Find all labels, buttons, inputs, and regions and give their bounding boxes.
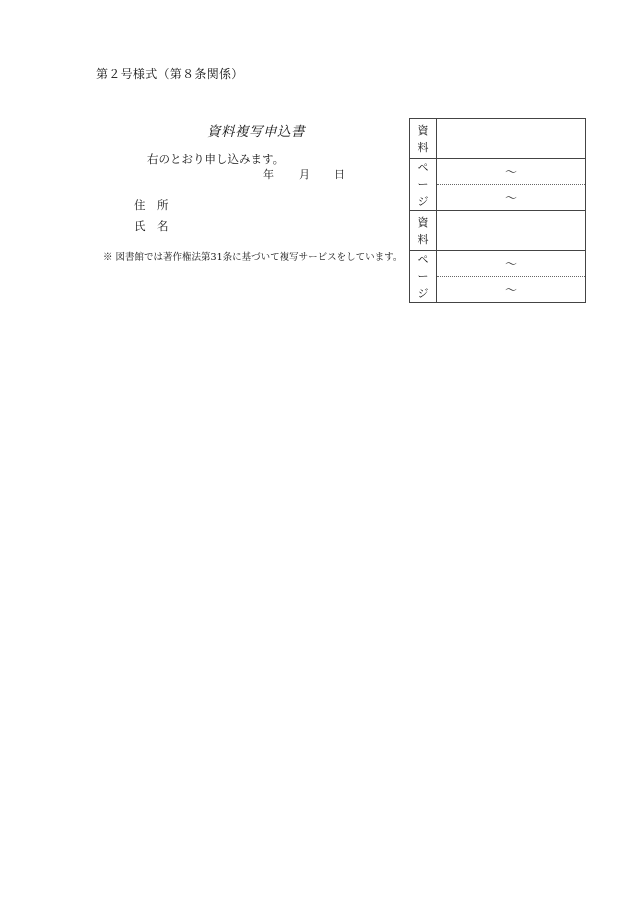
- material-field[interactable]: [437, 211, 586, 251]
- pages-label: [410, 251, 437, 303]
- date-day-label: 日: [334, 168, 345, 181]
- form-title: 資料複写申込書: [207, 124, 305, 140]
- date-year-label: 年: [263, 168, 274, 181]
- copyright-note: ※ 図書館では著作権法第31条に基づいて複写サービスをしています。: [103, 252, 403, 263]
- page-range-field[interactable]: ～: [437, 185, 586, 211]
- form-number: 第２号様式（第８条関係）: [96, 67, 244, 81]
- page-range-field[interactable]: ～: [437, 277, 586, 303]
- label-char: ペ: [417, 253, 429, 266]
- page-range-row: [410, 185, 586, 211]
- material-field[interactable]: [437, 119, 586, 159]
- label-char: 資: [417, 215, 429, 229]
- page-range-field[interactable]: ～: [437, 251, 586, 277]
- material-label: [410, 119, 437, 159]
- pages-label: [410, 159, 437, 211]
- material-label: [410, 211, 437, 251]
- page-range-row: [410, 159, 586, 185]
- label-char: ジ: [417, 287, 429, 300]
- label-char: 料: [417, 140, 429, 154]
- page-range-field[interactable]: ～: [437, 159, 586, 185]
- date-month-label: 月: [299, 168, 310, 181]
- name-label: 氏 名: [134, 219, 169, 233]
- label-char: ー: [417, 178, 429, 191]
- intro-text: 右のとおり申し込みます。: [147, 152, 285, 166]
- label-char: 資: [417, 123, 429, 137]
- label-char: ペ: [417, 161, 429, 174]
- material-row: [410, 119, 586, 159]
- material-row: [410, 211, 586, 251]
- label-char: ー: [417, 270, 429, 283]
- page-range-row: [410, 277, 586, 303]
- address-label: 住 所: [134, 198, 169, 212]
- label-char: ジ: [417, 195, 429, 208]
- page-range-row: [410, 251, 586, 277]
- label-char: 料: [417, 232, 429, 246]
- request-table: [409, 118, 586, 303]
